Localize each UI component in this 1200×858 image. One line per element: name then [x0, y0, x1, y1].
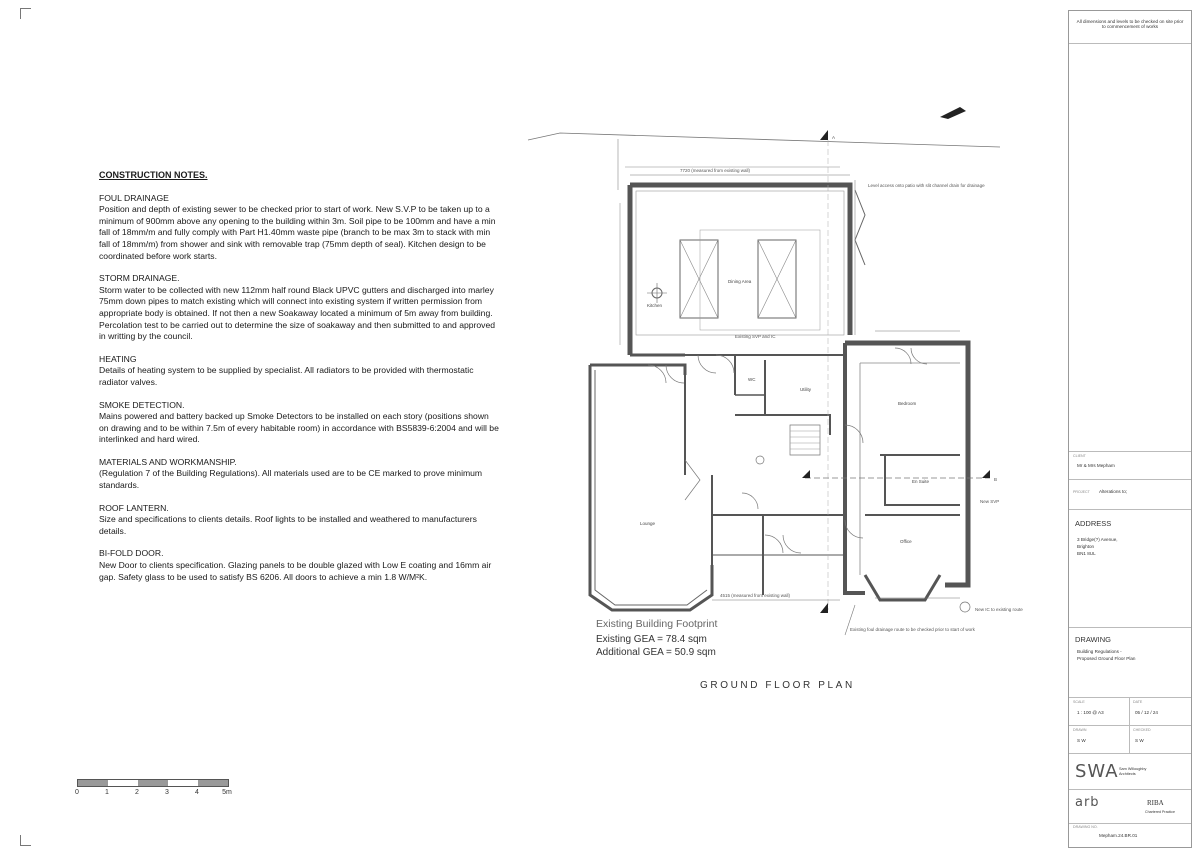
note-body: Mains powered and battery backed up Smoke Detectors to be installed on each story (positions shown on drawing and to be within 7.5m of every habitable room) in accordance with BS5839-6:2004 and will be interlinked and hard wired.	[99, 411, 499, 445]
disclaimer-text: All dimensions and levels to be checked on site prior to commencement of works	[1076, 19, 1184, 29]
address-line: Brighton	[1077, 544, 1095, 549]
additional-gea: Additional GEA = 50.9 sqm	[596, 647, 716, 658]
project-row	[1069, 479, 1191, 510]
title-block	[1068, 10, 1192, 848]
drawing-line: Building Regulations -	[1077, 649, 1122, 654]
checked-value: S W	[1135, 738, 1144, 743]
room-label-utility: Utility	[800, 387, 811, 392]
note-section	[99, 503, 499, 538]
drawn-label: DRAWN	[1073, 728, 1087, 732]
annotation-existing-foul: Existing foul drainage route to be checked prior to start of work	[850, 627, 975, 632]
room-label-lounge: Lounge	[640, 521, 656, 526]
scale-tick: 1	[105, 789, 109, 796]
note-heading: HEATING	[99, 353, 137, 364]
note-heading: SMOKE DETECTION.	[99, 399, 185, 410]
scale-value: 1 : 100 @ A3	[1077, 710, 1104, 715]
annotation-level-access: Level access onto patio with slit channel drain for drainage	[868, 183, 985, 188]
section-marker-b	[982, 470, 990, 478]
north-arrow-icon	[940, 107, 966, 119]
note-section	[99, 457, 499, 492]
dimension-bottom: 4515 (measured from existing wall)	[720, 593, 791, 598]
note-heading: STORM DRAINAGE.	[99, 273, 180, 284]
drawing-no-value: Mepham.24.BR.01	[1099, 833, 1138, 838]
drawing-number-row	[1069, 823, 1191, 846]
existing-gea: Existing GEA = 78.4 sqm	[596, 634, 707, 645]
room-label-dining: Dining Area	[728, 279, 752, 284]
client-label: CLIENT	[1073, 454, 1086, 458]
drawing-line: Proposed Ground Floor Plan	[1077, 656, 1136, 661]
scale-bar-graphic	[77, 779, 229, 787]
ground-floor-plan-drawing	[520, 95, 1060, 632]
scale-tick: 3	[165, 789, 169, 796]
checked-label: CHECKED	[1133, 728, 1151, 732]
annotation-new-ic: New IC to existing route	[975, 607, 1023, 612]
annotation-new-svp: New SVP	[980, 499, 1000, 504]
room-label-ensuite: En Suite	[912, 479, 930, 484]
note-section	[99, 193, 499, 263]
scale-tick: 5m	[222, 789, 232, 796]
note-heading: FOUL DRAINAGE	[99, 192, 169, 203]
room-label-office: Office	[900, 539, 912, 544]
date-label: DATE	[1133, 700, 1143, 704]
scale-date-row	[1069, 697, 1191, 726]
section-marker-a	[820, 130, 828, 140]
note-body: Details of heating system to be supplied by specialist. All radiators to be provided with thermostatic radiator valves.	[99, 365, 474, 387]
note-section	[99, 548, 499, 583]
scale-tick: 0	[75, 789, 79, 796]
section-label-a: A	[832, 135, 836, 140]
scale-tick: 2	[135, 789, 139, 796]
address-heading: ADDRESS	[1075, 519, 1112, 528]
room-label-kitchen: Kitchen	[647, 303, 663, 308]
drawn-checked-row	[1069, 725, 1191, 754]
project-value: Alterations to;	[1099, 489, 1128, 494]
section-label-b: B	[994, 477, 998, 482]
note-body: New Door to clients specification. Glazing panels to be double glazed with Low E coating and 16mm air gap. Safety glass to be used to satisfy BS 6206. All doors to achieve a min 1.8 W/M²K.	[99, 560, 492, 582]
disclaimer-row	[1069, 11, 1191, 44]
swa-logo: SWA	[1075, 761, 1119, 782]
practice-full-name: Sam Willoughby Architects	[1119, 767, 1147, 776]
arb-logo: arb	[1075, 795, 1100, 810]
note-heading: ROOF LANTERN.	[99, 502, 169, 513]
annotation-existing-svp: Existing SVP and IC	[735, 334, 776, 339]
riba-subtitle: Chartered Practice	[1145, 810, 1175, 814]
scale-bar	[77, 779, 237, 809]
note-heading: MATERIALS AND WORKMANSHIP.	[99, 456, 237, 467]
note-body: Position and depth of existing sewer to be checked prior to start of work. New S.V.P to be taken up to a minimum of 900mm above any opening to the building within 3m. Soil pipe to be 100mm and have a min fall of 18mm/m and fully comply with Part H1.40mm waste pipe (branch to be max 3m to stack with min fall of 18mm/m) from shower and sink with removable trap (75mm depth of seal). Kitchen design to be coordinated before work starts.	[99, 204, 496, 261]
plan-title: GROUND FLOOR PLAN	[700, 680, 855, 691]
note-body: Storm water to be collected with new 112mm half round Black UPVC gutters and discharged into marley 75mm down pipes to match existing which will connect into existing system if written permission from appropriate body is obtained. If not then a new Soakaway located a minimum of 5m away from building. Percolation test to be carried out to determine the size of soakaway and then submitted to and approved in writting by the council.	[99, 284, 496, 342]
notes-title: CONSTRUCTION NOTES.	[99, 170, 208, 180]
scale-label: SCALE	[1073, 700, 1085, 704]
address-line: 3 Bridge(?) Avenue,	[1077, 537, 1118, 542]
note-body: (Regulation 7 of the Building Regulations). All materials used are to be CE marked to prove minimum standards.	[99, 468, 483, 491]
room-label-bedroom: Bedroom	[898, 401, 917, 406]
sheet-corner-mark	[20, 835, 31, 846]
address-row	[1069, 509, 1191, 628]
drawing-no-label: DRAWING NO.	[1073, 825, 1098, 829]
construction-notes	[99, 170, 499, 594]
drawing-row	[1069, 627, 1191, 698]
client-row	[1069, 451, 1191, 480]
drawn-value: S W	[1077, 738, 1086, 743]
note-section	[99, 400, 499, 446]
note-heading: BI-FOLD DOOR.	[99, 548, 164, 559]
section-marker-b	[802, 470, 810, 478]
note-section	[99, 354, 499, 389]
dimension-top: 7720 (measured from existing wall)	[680, 168, 751, 173]
room-label-wc: WC	[748, 377, 756, 382]
footprint-label: Existing Building Footprint	[596, 618, 718, 630]
notes-list	[99, 193, 499, 584]
date-value: 05 / 12 / 24	[1135, 710, 1158, 715]
note-section	[99, 273, 499, 343]
project-label: PROJECT	[1073, 490, 1090, 494]
note-body: Size and specifications to clients details. Roof lights to be installed and weathered to manufacturers details.	[99, 514, 477, 536]
title-block-blank-panel	[1069, 43, 1191, 452]
practice-row	[1069, 753, 1191, 790]
address-line: BN1 8UL	[1077, 551, 1096, 556]
client-value: Mr & Mrs Mepham	[1077, 463, 1115, 468]
accreditation-row	[1069, 789, 1191, 824]
riba-logo: RIBA	[1147, 799, 1164, 807]
plan-area-caption	[596, 618, 717, 659]
section-marker-a	[820, 603, 828, 613]
scale-tick: 4	[195, 789, 199, 796]
sheet-corner-mark	[20, 8, 31, 19]
drawing-heading: DRAWING	[1075, 635, 1111, 644]
